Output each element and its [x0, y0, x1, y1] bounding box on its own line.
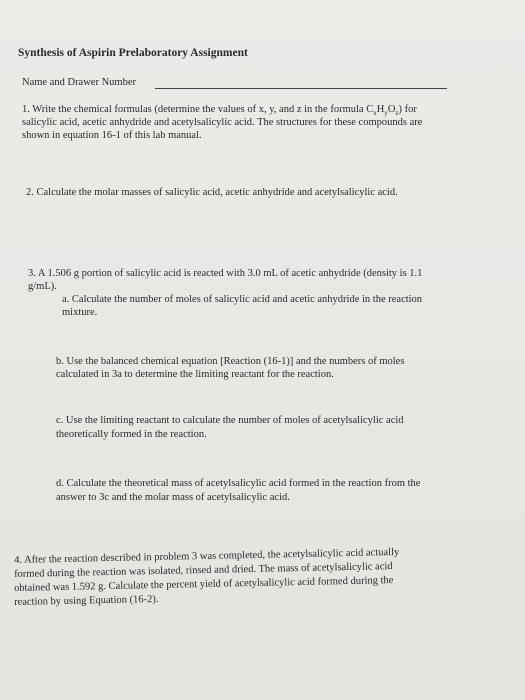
question-2: 2. Calculate the molar masses of salicylic acid, acetic anhydride and acetylsalicylic acid. [26, 187, 398, 198]
question-3d-line-1: d. Calculate the theoretical mass of acetylsalicylic acid formed in the reaction from the [56, 478, 421, 489]
question-1-line-3: shown in equation 16-1 of this lab manual. [22, 130, 202, 141]
question-3a-line-2: mixture. [62, 307, 98, 318]
name-blank-line [155, 88, 447, 89]
question-3-line-2: g/mL). [28, 281, 57, 292]
question-1-line-1: 1. Write the chemical formulas (determine the values of x, y, and z in the formula $C_xH_yO_z$) for [22, 104, 417, 118]
question-1-line-2: salicylic acid, acetic anhydride and acetylsalicylic acid. The structures for these compounds are [22, 117, 423, 128]
question-3d-line-2: answer to 3c and the molar mass of acetylsalicylic acid. [56, 492, 290, 503]
question-4-line-3: obtained was 1.592 g. Calculate the percent yield of acetylsalicylic acid formed during the [14, 575, 394, 594]
question-4-line-1: 4. After the reaction described in problem 3 was completed, the acetylsalicylic acid actually [14, 546, 400, 566]
question-3a-line-1: a. Calculate the number of moles of salicylic acid and acetic anhydride in the reaction [62, 294, 423, 305]
question-3b-line-1: b. Use the balanced chemical equation [Reaction (16-1)] and the numbers of moles [56, 356, 405, 367]
question-3c-line-1: c. Use the limiting reactant to calculate the number of moles of acetylsalicylic acid [56, 415, 404, 426]
question-3b-line-2: calculated in 3a to determine the limiting reactant for the reaction. [56, 369, 334, 380]
question-3c-line-2: theoretically formed in the reaction. [56, 429, 207, 440]
question-4-line-4: reaction by using Equation (16-2). [14, 593, 159, 608]
question-3-line-1: 3. A 1.506 g portion of salicylic acid is reacted with 3.0 mL of acetic anhydride (density is 1.1 [28, 268, 423, 279]
name-label: Name and Drawer Number [22, 77, 136, 88]
page-title: Synthesis of Aspirin Prelaboratory Assignment [18, 47, 248, 59]
question-4-line-2: formed during the reaction was isolated, rinsed and dried. The mass of acetylsalicylic acid [14, 561, 393, 580]
